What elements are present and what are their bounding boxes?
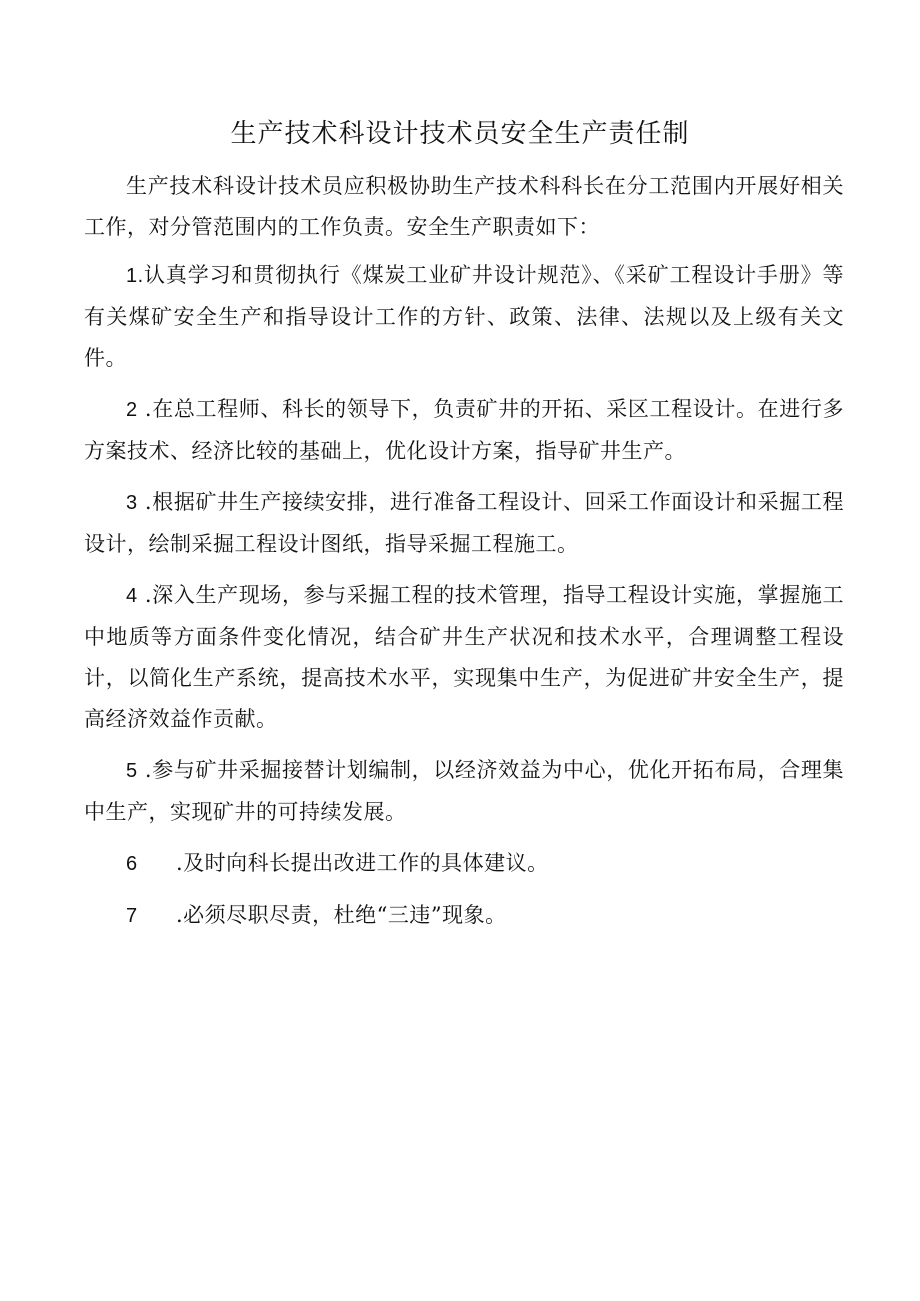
- document-body: [84, 166, 844, 947]
- duty-text: .在总工程师、科长的领导下，负责矿井的开拓、采区工程设计。在进行多方案技术、经济比较的基础上，优化设计方案，指导矿井生产。: [84, 397, 844, 463]
- duty-text: .及时向科长提出改进工作的具体建议。: [176, 851, 549, 875]
- duty-number: 2: [126, 399, 138, 421]
- duty-item-1: [84, 255, 844, 379]
- duty-text: .深入生产现场，参与采掘工程的技术管理，指导工程设计实施，掌握施工中地质等方面条件变化情况，结合矿井生产状况和技术水平，合理调整工程设计，以简化生产系统，提高技术水平，实现集中生产，为促进矿井安全生产，提高经济效益作贡献。: [84, 583, 844, 731]
- duty-number: 6: [126, 853, 138, 875]
- duty-number: 5: [126, 760, 138, 782]
- duty-number: 3: [126, 492, 138, 514]
- intro-paragraph: 生产技术科设计技术员应积极协助生产技术科科长在分工范围内开展好相关工作，对分管范围内的工作负责。安全生产职责如下：: [84, 174, 844, 239]
- duty-item-2: [84, 389, 844, 472]
- duty-text: .参与矿井采掘接替计划编制，以经济效益为中心，优化开拓布局，合理集中生产，实现矿井的可持续发展。: [84, 758, 844, 824]
- duty-number: 1.: [126, 265, 144, 287]
- duty-item-3: [84, 482, 844, 565]
- duty-number: 4: [126, 585, 138, 607]
- duty-item-6: [84, 843, 844, 885]
- duty-text: 认真学习和贯彻执行《煤炭工业矿井设计规范》、《采矿工程设计手册》等有关煤矿安全生产和指导设计工作的方针、政策、法律、法规以及上级有关文件。: [84, 263, 844, 370]
- duty-text: .根据矿井生产接续安排，进行准备工程设计、回采工作面设计和采掘工程设计，绘制采掘工程设计图纸，指导采掘工程施工。: [84, 490, 844, 556]
- duty-item-5: [84, 750, 844, 833]
- duty-text: .必须尽职尽责，杜绝“三违”现象。: [176, 903, 507, 927]
- document-title: 生产技术科设计技术员安全生产责任制: [230, 119, 690, 149]
- duty-number: 7: [126, 905, 138, 927]
- duty-item-4: [84, 575, 844, 740]
- duty-item-7: [84, 895, 844, 937]
